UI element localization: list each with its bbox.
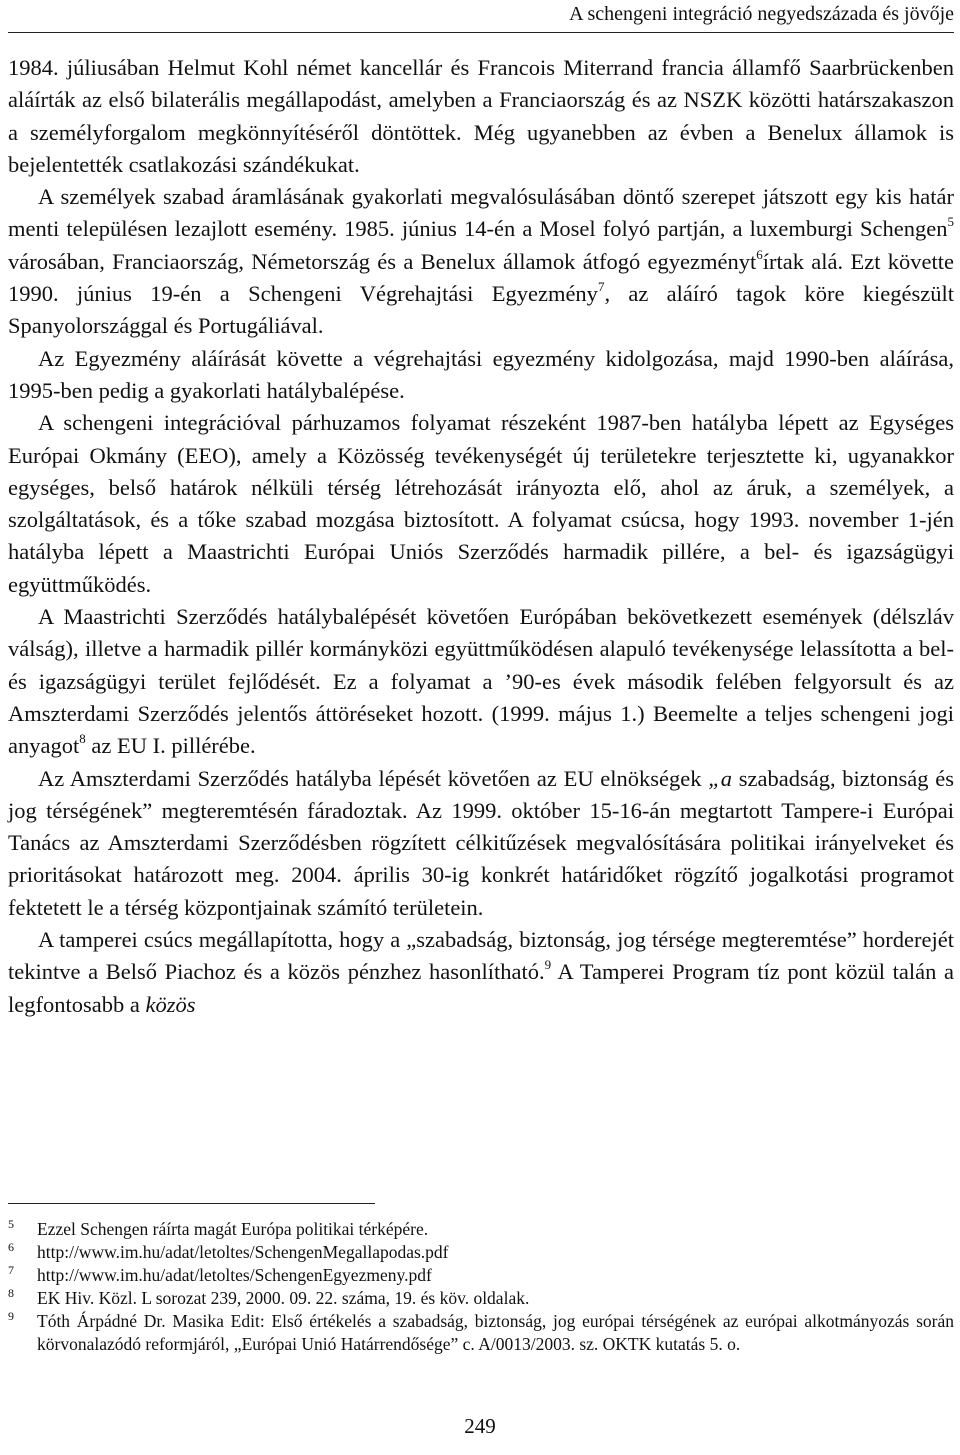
paragraph-4 xyxy=(8,407,954,601)
paragraph-2-text-c: írtak alá. Ezt követte 1990. június 19-én a Schengeni Végrehajtási Egyezmény xyxy=(8,248,954,307)
paragraph-1-text: 1984. júliusában Helmut Kohl német kancellár és Francois Miterrand francia államfő Saarbrückenben aláírták az első bilaterális megállapodást, amelyben a Franciaország és az NSZK közötti határszakaszon a személyforgalom megkönnyítéséről döntöttek. Még ugyanebben az évben a Benelux államok is bejelentették csatlakozási szándékukat. xyxy=(8,55,954,177)
main-text xyxy=(8,52,954,1021)
footnote-number: 5 xyxy=(8,1217,14,1231)
paragraph-3-text: Az Egyezmény aláírását követte a végrehajtási egyezmény kidolgozása, majd 1990-ben aláírása, 1995-ben pedig a gyakorlati hatálybalépése. xyxy=(8,345,954,403)
footnote-ref-6[interactable]: 6 xyxy=(756,246,763,262)
footnote-9 xyxy=(8,1310,954,1356)
footnote-link[interactable]: http://www.im.hu/adat/letoltes/SchengenEgyezmeny.pdf xyxy=(37,1265,432,1285)
paragraph-1 xyxy=(8,52,954,181)
running-header xyxy=(0,2,954,26)
footnote-text: Ezzel Schengen ráírta magát Európa politikai térképére. xyxy=(37,1219,429,1239)
footnote-divider xyxy=(8,1203,375,1204)
paragraph-5 xyxy=(8,601,954,762)
footnote-number: 9 xyxy=(8,1309,14,1323)
paragraph-2-text-d: , az aláíró tagok köre kiegészült Spanyolországgal és Portugáliával. xyxy=(8,281,954,339)
header-divider xyxy=(8,32,954,33)
paragraph-2 xyxy=(8,181,954,342)
footnote-6 xyxy=(8,1241,954,1264)
paragraph-7-italic: közös xyxy=(145,991,196,1017)
paragraph-6-text-a: Az Amszterdami Szerződés hatályba lépését követően az EU elnökségek xyxy=(38,765,709,791)
paragraph-5-text-a: A Maastrichti Szerződés hatálybalépését követően Európában bekövetkezett események (délszláv válság), illetve a harmadik pillér kormányközi együttműködésen alapuló tevékenysége lelassította a bel- és igazságügyi terület fejlődését. Ez a folyamat a ’90-es évek második felében felgyorsult és az Amszterdami Szerződés jelentős áttöréseket hozott. (1999. május 1.) Beemelte a teljes schengeni jogi anyagot xyxy=(8,604,954,759)
footnote-text: EK Hiv. Közl. L sorozat 239, 2000. 09. 22. száma, 19. és köv. oldalak. xyxy=(37,1288,530,1308)
paragraph-3 xyxy=(8,343,954,408)
footnote-7 xyxy=(8,1264,954,1287)
paragraph-6-text-b: szabadság, biztonság és jog térségének” megteremtésén fáradoztak. Az 1999. október 15-16-án megtartott Tampere-i Európai Tanács az Amszterdami Szerződésben rögzített célkitűzések megvalósítására politikai irányelveket és prioritásokat határozott meg. 2004. április 30-ig konkrét határidőket rögzítő jogalkotási programot fektetett le a térség központjainak számító területein. xyxy=(8,765,954,920)
page-number xyxy=(0,1414,960,1439)
footnotes xyxy=(8,1218,954,1356)
paragraph-2-text-b: városában, Franciaország, Németország és a Benelux államok átfogó egyezményt xyxy=(8,248,757,274)
footnote-5 xyxy=(8,1218,954,1241)
footnote-number: 7 xyxy=(8,1263,14,1277)
footnote-ref-5[interactable]: 5 xyxy=(947,214,954,230)
footnote-8 xyxy=(8,1287,954,1310)
paragraph-5-text-b: az EU I. pillérébe. xyxy=(85,733,256,759)
paragraph-7 xyxy=(8,924,954,1021)
footnote-ref-8[interactable]: 8 xyxy=(79,731,86,747)
footnote-link[interactable]: http://www.im.hu/adat/letoltes/SchengenMegallapodas.pdf xyxy=(37,1242,449,1262)
paragraph-4-text: A schengeni integrációval párhuzamos folyamat részeként 1987-ben hatályba lépett az Egységes Európai Okmány (EEO), amely a Közösség tevékenységét új területekre terjesztette ki, ugyanakkor egységes, belső határok nélküli térség létrehozását irányozta elő, ahol az áruk, a személyek, a szolgáltatások, és a tőke szabad mozgása biztosított. A folyamat csúcsa, hogy 1993. november 1-jén hatályba lépett a Maastrichti Európai Uniós Szerződés harmadik pillére, a bel- és igazságügyi együttműködés. xyxy=(8,410,954,597)
paragraph-7-text-a: A tamperei csúcs megállapította, hogy a „szabadság, biztonság, jog térsége megteremtése” horderejét tekintve a Belső Piachoz és a közös pénzhez hasonlítható. xyxy=(8,927,954,985)
footnote-ref-7[interactable]: 7 xyxy=(597,279,605,295)
paragraph-2-text-a: A személyek szabad áramlásának gyakorlati megvalósulásában döntő szerepet játszott egy kis határ menti településen lezajlott esemény. 1985. június 14-én a Mosel folyó partján, a luxemburgi Schengen xyxy=(8,184,954,242)
paragraph-6-italic: „a xyxy=(708,765,733,791)
running-header-title: A schengeni integráció negyedszázada és jövője xyxy=(569,3,954,25)
page-number-text: 249 xyxy=(464,1414,496,1438)
paragraph-6 xyxy=(8,763,954,924)
paragraph-7-text-b: A Tamperei Program tíz pont közül talán a legfontosabb a xyxy=(8,959,954,1017)
footnote-ref-9[interactable]: 9 xyxy=(544,957,552,973)
footnote-text: Tóth Árpádné Dr. Masika Edit: Első értékelés a szabadság, biztonság, jog európai térségének az európai alkotmányozás során körvonalazódó reformjáról, „Európai Unió Határrendősége” c. A/0013/2003. sz. OKTK kutatás 5. o. xyxy=(37,1311,954,1354)
footnote-number: 6 xyxy=(8,1240,14,1254)
footnote-number: 8 xyxy=(8,1286,14,1300)
